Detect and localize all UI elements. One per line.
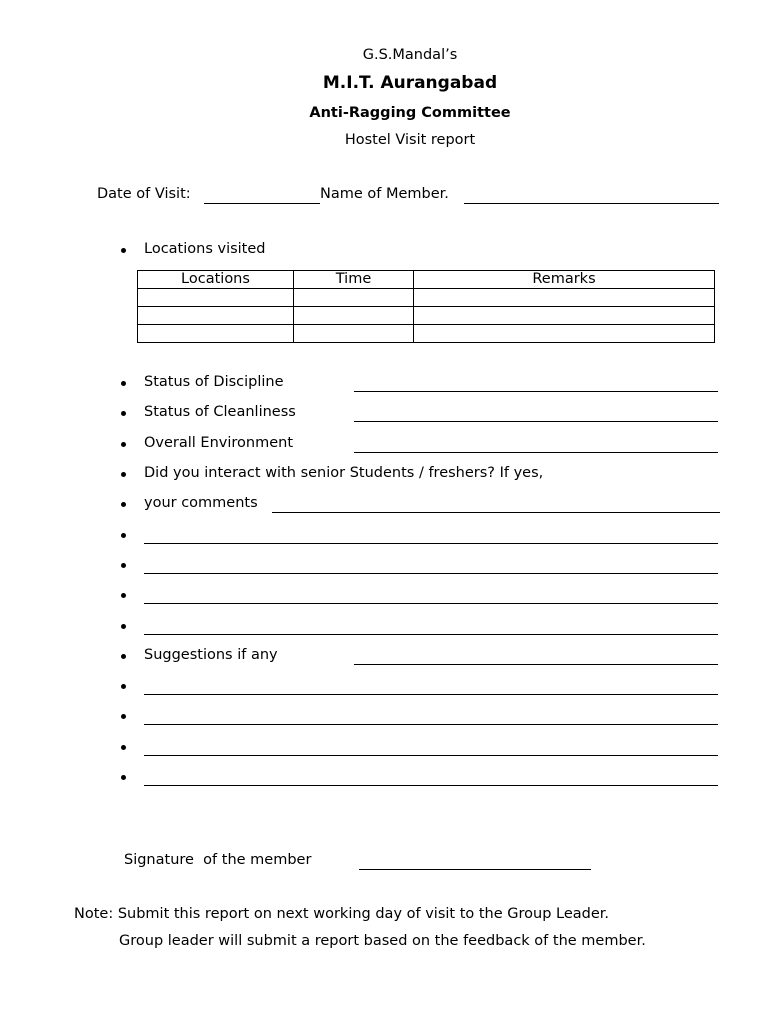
date-of-visit-label: Date of Visit: — [97, 186, 191, 202]
institute-title: M.I.T. Aurangabad — [322, 73, 498, 93]
comments-blank[interactable] — [144, 634, 718, 635]
suggestions-blank[interactable] — [144, 785, 718, 786]
comments-blank[interactable] — [144, 603, 718, 604]
bullet — [121, 533, 126, 538]
member-name-blank[interactable] — [464, 203, 719, 204]
table-row — [138, 325, 715, 343]
date-of-visit-blank[interactable] — [204, 203, 320, 204]
table-row — [138, 289, 715, 307]
comments-label: your comments — [144, 495, 258, 511]
bullet — [121, 381, 126, 386]
bullet — [121, 442, 126, 447]
column-header-remarks: Remarks — [414, 271, 715, 289]
bullet — [121, 714, 126, 719]
locations-table — [137, 270, 715, 343]
org-name: G.S.Mandal’s — [362, 47, 458, 63]
suggestions-blank[interactable] — [354, 664, 718, 665]
discipline-blank[interactable] — [354, 391, 718, 392]
environment-blank[interactable] — [354, 452, 718, 453]
table-cell[interactable] — [294, 289, 414, 307]
table-cell[interactable] — [414, 289, 715, 307]
committee-title: Anti-Ragging Committee — [309, 105, 511, 121]
bullet — [121, 654, 126, 659]
comments-blank[interactable] — [144, 543, 718, 544]
table-header-row — [138, 271, 715, 289]
table-cell[interactable] — [138, 325, 294, 343]
bullet — [121, 502, 126, 507]
column-header-time: Time — [294, 271, 414, 289]
table-cell[interactable] — [138, 307, 294, 325]
locations-visited-label: Locations visited — [144, 241, 266, 257]
table-cell[interactable] — [294, 325, 414, 343]
suggestions-label: Suggestions if any — [144, 647, 278, 663]
note-line-1: Note: Submit this report on next working day of visit to the Group Leader. — [74, 906, 610, 922]
comments-blank[interactable] — [272, 512, 720, 513]
column-header-locations: Locations — [138, 271, 294, 289]
bullet — [121, 745, 126, 750]
signature-blank[interactable] — [359, 869, 591, 870]
bullet — [121, 472, 126, 477]
table-row — [138, 307, 715, 325]
environment-label: Overall Environment — [144, 435, 294, 451]
bullet — [121, 248, 126, 253]
cleanliness-blank[interactable] — [354, 421, 718, 422]
table-cell[interactable] — [294, 307, 414, 325]
table-cell[interactable] — [138, 289, 294, 307]
bullet — [121, 593, 126, 598]
table-cell[interactable] — [414, 307, 715, 325]
comments-blank[interactable] — [144, 573, 718, 574]
suggestions-blank[interactable] — [144, 755, 718, 756]
bullet — [121, 411, 126, 416]
bullet — [121, 775, 126, 780]
note-line-2: Group leader will submit a report based on the feedback of the member. — [119, 933, 646, 949]
table-cell[interactable] — [414, 325, 715, 343]
signature-label: Signature of the member — [124, 852, 312, 868]
cleanliness-label: Status of Cleanliness — [144, 404, 296, 420]
discipline-label: Status of Discipline — [144, 374, 284, 390]
form-title: Hostel Visit report — [344, 132, 476, 148]
bullet — [121, 624, 126, 629]
member-name-label: Name of Member. — [320, 186, 449, 202]
suggestions-blank[interactable] — [144, 694, 718, 695]
bullet — [121, 684, 126, 689]
interact-question: Did you interact with senior Students / freshers? If yes, — [144, 465, 544, 481]
suggestions-blank[interactable] — [144, 724, 718, 725]
bullet — [121, 563, 126, 568]
